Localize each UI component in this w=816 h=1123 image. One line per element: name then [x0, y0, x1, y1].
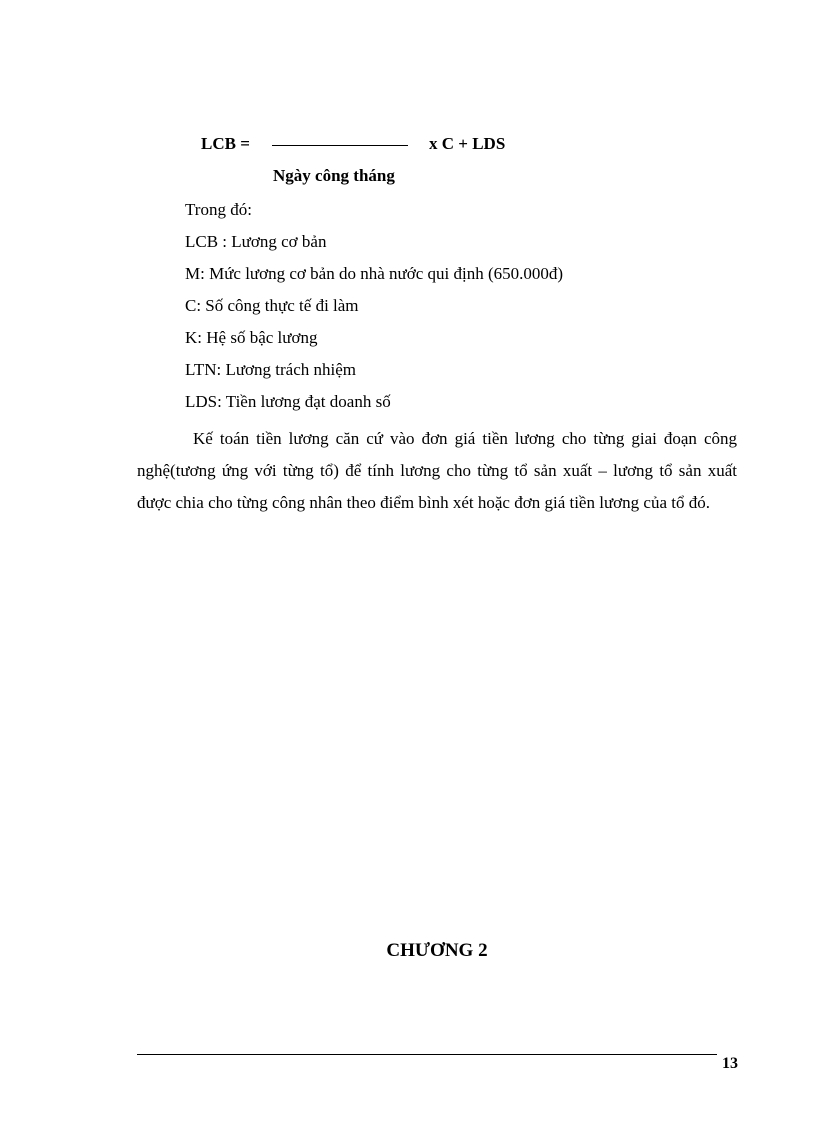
fraction-line	[272, 145, 408, 146]
definition-k: K: Hệ số bậc lương	[185, 328, 318, 347]
definition-ltn: LTN: Lương trách nhiệm	[185, 360, 357, 379]
footer-rule	[137, 1054, 717, 1055]
formula-rhs: x C + LDS	[429, 134, 506, 153]
formula-lhs: LCB =	[201, 134, 250, 153]
definitions-intro: Trong đó:	[185, 200, 252, 219]
page-number: 13	[722, 1055, 738, 1072]
definition-m: M: Mức lương cơ bản do nhà nước qui định (650.000đ)	[185, 264, 564, 283]
definition-lds: LDS: Tiền lương đạt doanh số	[185, 392, 391, 411]
definition-lcb: LCB : Lương cơ bản	[185, 232, 327, 251]
chapter-heading: CHƯƠNG 2	[386, 940, 488, 961]
body-paragraph: Kế toán tiền lương căn cứ vào đơn giá tiền lương cho từng giai đoạn công nghệ(tương ứng với từng tổ) để tính lương cho từng tổ sản xuất – lương tổ sản xuất được chia cho từng công nhân theo điểm bình xét hoặc đơn giá tiền lương của tổ đó.	[137, 429, 737, 512]
definition-c: C: Số công thực tế đi làm	[185, 296, 359, 315]
formula-denominator: Ngày công tháng	[273, 166, 395, 185]
